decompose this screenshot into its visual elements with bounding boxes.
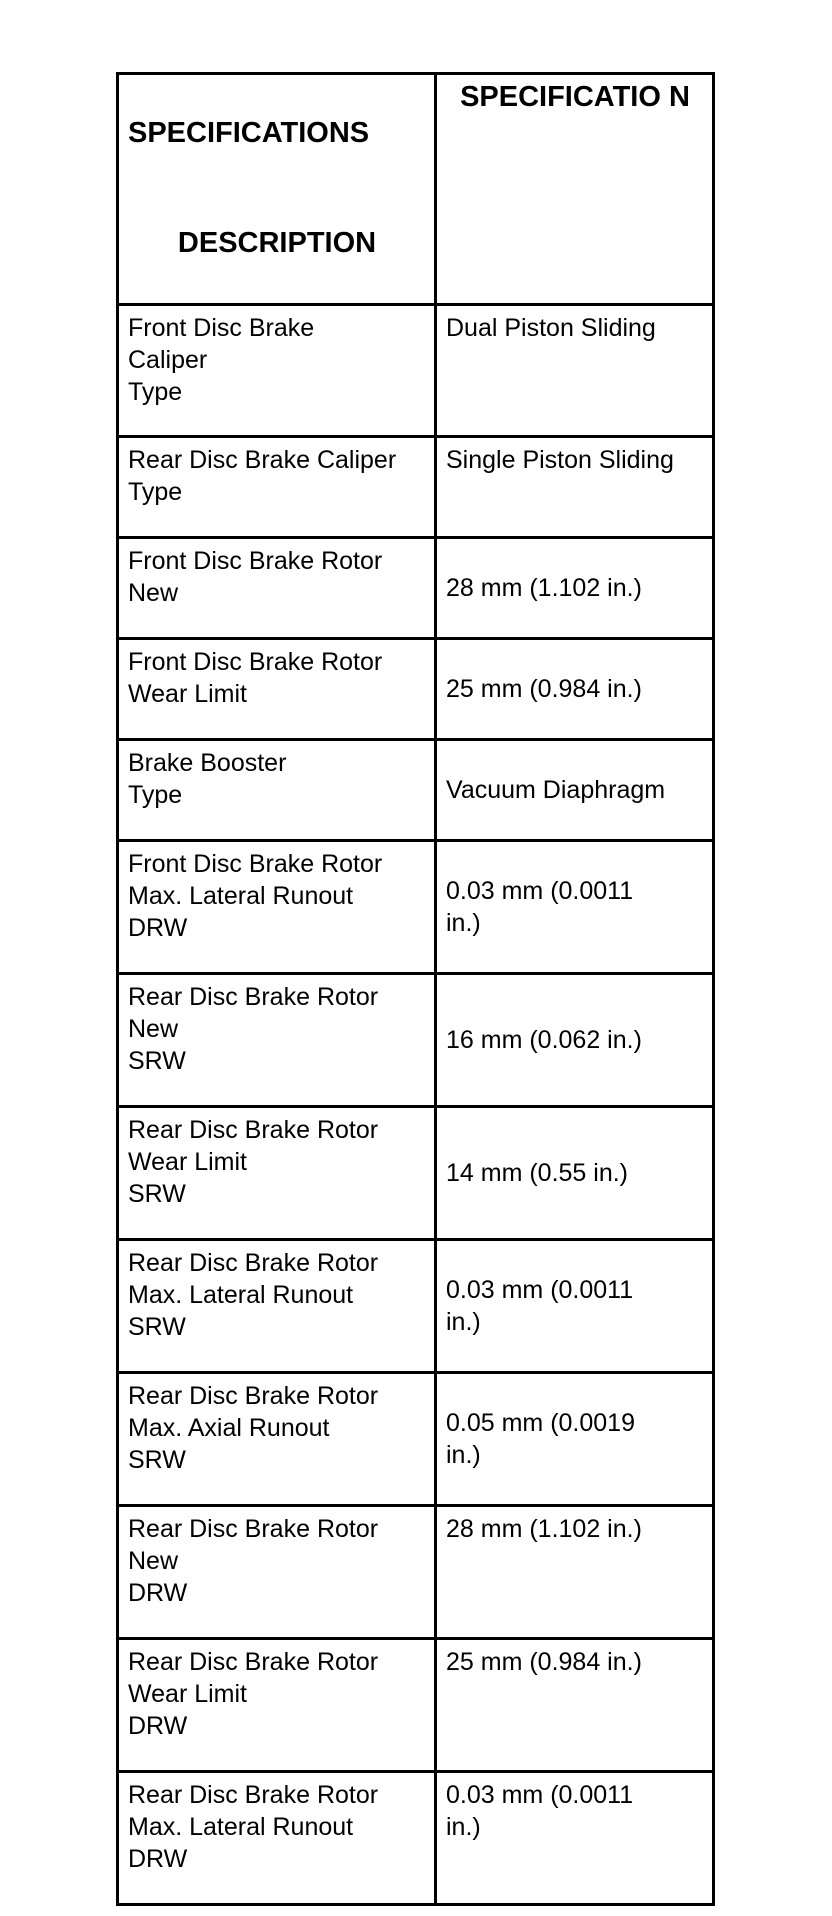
table-row (118, 974, 714, 1107)
specifications-table (116, 72, 715, 1906)
row-value: 28 mm (1.102 in.) (436, 1506, 714, 1639)
header-description-label: DESCRIPTION (177, 227, 377, 259)
row-value: 0.03 mm (0.0011 in.) (436, 1240, 714, 1373)
row-value: 0.03 mm (0.0011 in.) (436, 1772, 714, 1905)
row-value: 0.03 mm (0.0011 in.) (436, 841, 714, 974)
row-description: Rear Disc Brake Rotor New SRW (118, 974, 436, 1107)
row-description: Rear Disc Brake Rotor Wear Limit DRW (118, 1639, 436, 1772)
row-description: Front Disc Brake Rotor New (118, 538, 436, 639)
row-value: 25 mm (0.984 in.) (436, 639, 714, 740)
table-row (118, 1373, 714, 1506)
row-description: Front Disc Brake Caliper Type (118, 305, 436, 437)
row-description: Rear Disc Brake Rotor Max. Lateral Runout DRW (118, 1772, 436, 1905)
row-description: Front Disc Brake Rotor Wear Limit (118, 639, 436, 740)
row-description: Rear Disc Brake Rotor New DRW (118, 1506, 436, 1639)
table-row (118, 1639, 714, 1772)
table-row (118, 1107, 714, 1240)
row-description: Rear Disc Brake Rotor Wear Limit SRW (118, 1107, 436, 1240)
row-description: Rear Disc Brake Rotor Max. Axial Runout SRW (118, 1373, 436, 1506)
row-value: 14 mm (0.55 in.) (436, 1107, 714, 1240)
header-specification-cell: SPECIFICATIO N (436, 74, 714, 305)
row-description: Rear Disc Brake Rotor Max. Lateral Runout SRW (118, 1240, 436, 1373)
table-row (118, 437, 714, 538)
row-value: 0.05 mm (0.0019 in.) (436, 1373, 714, 1506)
row-description: Rear Disc Brake Caliper Type (118, 437, 436, 538)
header-description-cell (118, 74, 436, 305)
table-row (118, 538, 714, 639)
table-row (118, 841, 714, 974)
table-row (118, 1240, 714, 1373)
header-row (118, 74, 714, 305)
row-value: Single Piston Sliding (436, 437, 714, 538)
header-specifications-label: SPECIFICATIONS (128, 117, 370, 149)
row-value: 16 mm (0.062 in.) (436, 974, 714, 1107)
row-value: Vacuum Diaphragm (436, 740, 714, 841)
table-row (118, 305, 714, 437)
row-description: Front Disc Brake Rotor Max. Lateral Runout DRW (118, 841, 436, 974)
table-row (118, 1506, 714, 1639)
table-row (118, 1772, 714, 1905)
table-row (118, 740, 714, 841)
row-value: 28 mm (1.102 in.) (436, 538, 714, 639)
table-header (118, 74, 714, 305)
row-description: Brake Booster Type (118, 740, 436, 841)
row-value: 25 mm (0.984 in.) (436, 1639, 714, 1772)
table-row (118, 639, 714, 740)
row-value: Dual Piston Sliding (436, 305, 714, 437)
